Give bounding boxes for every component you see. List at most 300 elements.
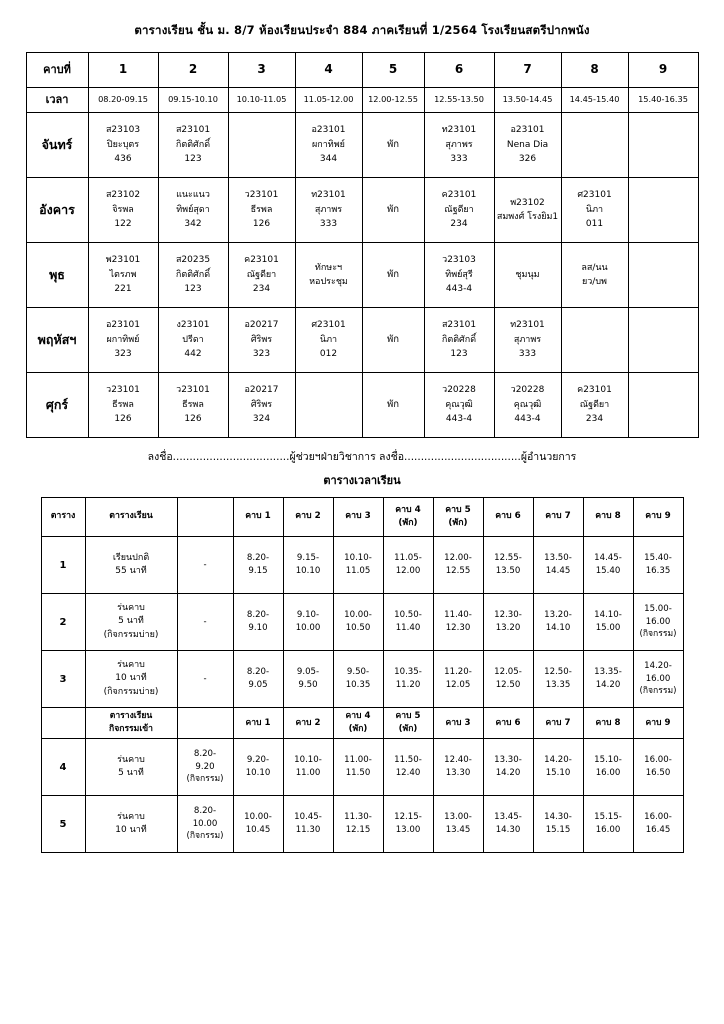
schedule-subject-cell — [228, 178, 295, 243]
timetable-subheader-blank — [41, 708, 85, 739]
schedule-code: ค23101 — [244, 255, 279, 266]
timetable-subheader-line: ตารางเรียน — [109, 711, 153, 722]
schedule-room: 342 — [184, 219, 202, 230]
timetable-header-cell — [633, 498, 683, 537]
timetable-time-cell — [433, 796, 483, 853]
schedule-subject-cell — [295, 178, 362, 243]
schedule-period-number: 3 — [228, 53, 295, 88]
timetable-row-index: 4 — [41, 739, 85, 796]
timetable-time-cell — [533, 796, 583, 853]
timetable-header-label: คาบ 5 — [445, 504, 471, 515]
timetable-time-line: 12.15- — [394, 812, 422, 823]
schedule-code: อ23101 — [105, 320, 141, 331]
timetable-row-label — [85, 796, 177, 853]
timetable-time-cell — [233, 796, 283, 853]
timetable-time-line: 16.00 — [645, 673, 671, 684]
schedule-teacher: จิรพล — [112, 204, 134, 215]
schedule-subject-cell — [158, 308, 228, 373]
timetable-time-cell — [283, 651, 333, 708]
timetable-time-line: 9.50 — [298, 680, 318, 690]
timetable-time-line: 9.10 — [248, 623, 268, 633]
timetable-header-cell — [41, 498, 85, 537]
schedule-time-cell: 09.15-10.10 — [158, 88, 228, 113]
timetable-time-line: 9.15- — [296, 553, 320, 564]
timetable-time-line: 13.50 — [495, 566, 521, 576]
schedule-day-label: อังคาร — [26, 178, 88, 243]
schedule-period-number: 6 — [424, 53, 494, 88]
timetable-time-cell — [233, 651, 283, 708]
schedule-code: อ23101 — [510, 125, 545, 136]
timetable-time-line: 12.40 — [395, 768, 421, 778]
schedule-room: 234 — [450, 219, 468, 230]
schedule-break-cell: พัก — [362, 178, 424, 243]
schedule-teacher: ทิพย์สุรี — [445, 269, 473, 280]
signature-line: ลงชื่อ...................................ผู้ช่วยฯฝ่ายวิชาการ ลงชื่อ...................................ผู้อำนวยการ — [147, 451, 577, 463]
timetable-time-line: 11.20- — [444, 667, 472, 678]
timetable-row — [41, 739, 683, 796]
timetable-time-line: 10.00 — [295, 623, 321, 633]
schedule-subject-cell — [158, 178, 228, 243]
schedule-subject-cell — [295, 243, 362, 308]
schedule-teacher: ณัฐดียา — [444, 204, 474, 215]
schedule-code: ว23101 — [176, 385, 210, 396]
timetable-time-cell — [633, 796, 683, 853]
timetable-subheader-cell — [333, 708, 383, 739]
timetable-time-line: 10.10 — [295, 566, 321, 576]
timetable-time-line: 15.40 — [595, 566, 621, 576]
timetable-subheader-cell — [633, 708, 683, 739]
timetable-subheader-cell-label: คาบ 1 — [245, 717, 271, 728]
timetable-time-line: 11.05 — [345, 566, 371, 576]
timetable-time-line: 10.45 — [245, 825, 271, 835]
schedule-code: แนะแนว — [176, 190, 210, 201]
schedule-teacher: ศิริพร — [250, 334, 273, 345]
schedule-code: ส20235 — [175, 255, 211, 266]
schedule-teacher: ศิริพร — [250, 399, 273, 410]
timetable-time-line: 12.15 — [345, 825, 371, 835]
schedule-code: อ20217 — [244, 385, 279, 396]
timetable-row-label — [85, 651, 177, 708]
schedule-code: ค23101 — [441, 190, 477, 201]
schedule-subject-cell — [158, 113, 228, 178]
schedule-period-number: 5 — [362, 53, 424, 88]
timetable-time-line: 14.20 — [495, 768, 521, 778]
timetable-subheader-cell-label: คาบ 7 — [545, 717, 571, 728]
schedule-teacher: ธีรพล — [182, 399, 204, 410]
schedule-time-cell: 12.55-13.50 — [424, 88, 494, 113]
timetable-time-cell — [383, 739, 433, 796]
timetable-time-line: 12.50 — [495, 680, 521, 690]
schedule-room: 123 — [184, 284, 202, 295]
timetable-row-label-line: ร่นคาบ — [117, 811, 145, 822]
timetable-time-cell — [333, 739, 383, 796]
schedule-subject-cell — [88, 373, 158, 438]
timetable-time-cell — [383, 537, 433, 594]
timetable-time-line: 9.05- — [296, 667, 320, 678]
schedule-code: ว23101 — [106, 385, 140, 396]
schedule-time-cell: 11.05-12.00 — [295, 88, 362, 113]
timetable-time-line: 12.00 — [395, 566, 421, 576]
timetable-time-line: 11.00 — [295, 768, 321, 778]
timetable-header-label: คาบ 3 — [345, 511, 371, 522]
timetable-header-cell — [177, 498, 233, 537]
schedule-subject-cell — [295, 308, 362, 373]
timetable-time-line: 13.00 — [395, 825, 421, 835]
schedule-subject-cell — [88, 178, 158, 243]
timetable-time-line: 12.40- — [444, 755, 472, 766]
schedule-time-cell: 10.10-11.05 — [228, 88, 295, 113]
timetable-time-cell — [633, 651, 683, 708]
timetable-row-label — [85, 594, 177, 651]
timetable-row-label-line: 10 นาที — [115, 673, 147, 684]
timetable-time-line: 13.30 — [445, 768, 471, 778]
schedule-subject-cell — [628, 373, 698, 438]
timetable-time-cell — [483, 594, 533, 651]
timetable-time-line: 11.50- — [394, 755, 422, 766]
timetable-subheader-cell — [483, 708, 533, 739]
timetable-time-cell — [283, 796, 333, 853]
schedule-code: พ23101 — [105, 255, 141, 266]
timetable-time-line: 10.50- — [394, 610, 422, 621]
timetable-time-cell — [583, 796, 633, 853]
timetable-pre-line: 9.20 — [195, 761, 215, 772]
schedule-subject-cell — [88, 113, 158, 178]
timetable-time-line: 14.45- — [594, 553, 622, 564]
timetable-subheader-cell-label: คาบ 4 — [345, 711, 371, 722]
timetable-time-cell — [533, 594, 583, 651]
timetable-time-line: 11.30 — [295, 825, 321, 835]
timetable-header-cell — [85, 498, 177, 537]
timetable-time-line: 11.40 — [395, 623, 421, 633]
timetable-time-line: 11.05- — [394, 553, 422, 564]
schedule-subject-cell — [424, 308, 494, 373]
timetable-time-line: 15.10 — [545, 768, 571, 778]
schedule-subject-cell — [628, 243, 698, 308]
timetable-time-cell — [633, 537, 683, 594]
timetable-time-cell — [433, 651, 483, 708]
timetable-time-line: 15.10- — [594, 755, 622, 766]
timetable-header-sub: (พัก) — [398, 518, 418, 528]
schedule-room: 122 — [114, 219, 132, 230]
timetable-time-line: 12.30- — [494, 610, 522, 621]
timetable-row-label-line: ร่นคาบ — [117, 659, 145, 670]
schedule-teacher: Nena Dia — [506, 139, 549, 150]
schedule-teacher: สุภาพร — [513, 334, 542, 345]
schedule-room: 126 — [114, 414, 132, 425]
timetable-row — [41, 537, 683, 594]
timetable-header-cell — [533, 498, 583, 537]
timetable-time-line: 10.00- — [344, 610, 372, 621]
timetable-subheader-cell-label: คาบ 5 — [395, 711, 421, 722]
schedule-subject-cell — [561, 373, 628, 438]
schedule-room: 326 — [518, 154, 537, 165]
timetable-time-line: 11.50 — [345, 768, 371, 778]
timetable-time-cell — [533, 651, 583, 708]
timetable-time-line: 8.20- — [246, 553, 270, 564]
timetable-time-cell — [433, 537, 483, 594]
timetable-time-cell — [583, 537, 633, 594]
schedule-room: 443-4 — [445, 284, 473, 295]
schedule-teacher: ธีรพล — [112, 399, 134, 410]
timetable-row-label — [85, 537, 177, 594]
schedule-subject-cell — [561, 113, 628, 178]
timetable-subheader-label — [85, 708, 177, 739]
timetable-time-line: 10.10- — [344, 553, 372, 564]
timetable-time-line: 13.20 — [495, 623, 521, 633]
schedule-period-number: 8 — [561, 53, 628, 88]
schedule-teacher: สมพงศ์ โรงยิม1 — [496, 212, 559, 222]
schedule-time-header: เวลา — [26, 88, 88, 113]
timetable-time-line: 11.00- — [344, 755, 372, 766]
timetable-time-line: 10.10- — [294, 755, 322, 766]
schedule-teacher: สุภาพร — [445, 139, 473, 150]
schedule-subject-cell — [561, 308, 628, 373]
timetable-time-line: (กิจกรรม) — [639, 629, 677, 640]
timetable-row-label-line: (กิจกรรมบ่าย) — [103, 686, 159, 697]
schedule-subject-cell — [494, 243, 561, 308]
schedule-time-cell: 15.40-16.35 — [628, 88, 698, 113]
timetable-pre-line: 8.20- — [193, 805, 217, 816]
schedule-room: 012 — [319, 349, 338, 360]
schedule-teacher: คุณวุฒิ — [445, 399, 473, 410]
timetable-header-label: คาบ 1 — [245, 511, 271, 522]
class-schedule-table — [26, 52, 699, 438]
schedule-room: 123 — [450, 349, 468, 360]
schedule-teacher: กิตติศักดิ์ — [441, 334, 477, 345]
schedule-subject-cell — [424, 373, 494, 438]
schedule-period-header: คาบที่ — [26, 53, 88, 88]
timetable-row-label-line: ร่นคาบ — [117, 754, 145, 765]
schedule-teacher: หอประชุม — [309, 277, 348, 287]
schedule-room: 324 — [252, 414, 271, 425]
schedule-break-cell: พัก — [362, 373, 424, 438]
timetable-time-cell — [583, 594, 633, 651]
timetable-header-cell — [283, 498, 333, 537]
timetable-time-cell — [583, 739, 633, 796]
timetable-time-cell — [633, 739, 683, 796]
timetable-time-line: (กิจกรรม) — [639, 686, 677, 697]
schedule-room: 126 — [184, 414, 202, 425]
timetable-time-line: 16.50 — [645, 768, 671, 778]
timetable-time-line: 16.00 — [595, 768, 621, 778]
timetable-time-line: 13.35- — [594, 667, 622, 678]
schedule-code: พ23102 — [510, 197, 545, 208]
timetable-time-cell — [233, 594, 283, 651]
timetable-time-cell — [283, 537, 333, 594]
schedule-day-label: พฤหัสฯ — [26, 308, 88, 373]
schedule-teacher: ปิยะบุตร — [106, 139, 140, 150]
schedule-subject-cell — [295, 373, 362, 438]
schedule-subject-cell — [158, 373, 228, 438]
timetable-time-line: 10.10 — [245, 768, 271, 778]
timetable-subheader-line: กิจกรรมเข้า — [109, 724, 153, 734]
timetable-time-line: 14.45 — [545, 566, 571, 576]
schedule-teacher: ปรีดา — [182, 334, 204, 345]
timetable-time-line: 10.50 — [345, 623, 371, 633]
schedule-code: ว23101 — [244, 190, 279, 201]
schedule-code: ท23101 — [441, 125, 477, 136]
timetable-time-line: 10.45- — [294, 812, 322, 823]
timetable-subheader-cell — [433, 708, 483, 739]
timetable-subheader-cell — [583, 708, 633, 739]
schedule-code: ศ23101 — [311, 320, 346, 331]
schedule-room: 123 — [184, 154, 202, 165]
schedule-room: 234 — [252, 284, 271, 295]
timetable-time-line: 8.20- — [246, 610, 270, 621]
schedule-teacher: คุณวุฒิ — [513, 399, 542, 410]
timetable-time-cell — [433, 739, 483, 796]
schedule-teacher: ณัฐดียา — [579, 399, 610, 410]
schedule-code: ส23103 — [105, 125, 141, 136]
schedule-code: ส23101 — [175, 125, 211, 136]
schedule-room: 333 — [319, 219, 338, 230]
timetable-time-line: 9.05 — [248, 680, 268, 690]
schedule-room: 436 — [114, 154, 132, 165]
timetable-time-line: 10.35 — [345, 680, 371, 690]
timetable-pre-cell — [177, 537, 233, 594]
timetable-row-label — [85, 739, 177, 796]
schedule-period-number: 2 — [158, 53, 228, 88]
schedule-teacher: นิภา — [585, 204, 604, 215]
timetable-time-line: 15.00- — [644, 603, 672, 614]
timetable-row-index: 3 — [41, 651, 85, 708]
schedule-teacher: นิภา — [319, 334, 338, 345]
timetable-row — [41, 594, 683, 651]
schedule-subject-cell — [494, 113, 561, 178]
timetable-time-cell — [533, 739, 583, 796]
schedule-teacher: กิตติศักดิ์ — [175, 269, 211, 280]
schedule-room: 323 — [114, 349, 132, 360]
timetable-row-label-line: 5 นาที — [118, 616, 144, 627]
schedule-code: ท23101 — [311, 190, 346, 201]
timetable-subheader-cell — [383, 708, 433, 739]
timetable-subheader-cell-label: คาบ 6 — [495, 717, 521, 728]
timetable-row — [41, 651, 683, 708]
schedule-teacher: ผกาทิพย์ — [312, 139, 345, 150]
timetable-time-line: 16.00- — [644, 812, 672, 823]
schedule-subject-cell — [158, 243, 228, 308]
schedule-time-cell: 12.00-12.55 — [362, 88, 424, 113]
timetable-header-cell — [483, 498, 533, 537]
timetable-time-cell — [483, 739, 533, 796]
schedule-subject-cell — [628, 113, 698, 178]
timetable-time-line: 13.00- — [444, 812, 472, 823]
schedule-day-label: ศุกร์ — [26, 373, 88, 438]
schedule-room: 333 — [450, 154, 468, 165]
schedule-room: 234 — [585, 414, 604, 425]
timetable-time-cell — [383, 796, 433, 853]
timetable-header-label: ตารางเรียน — [109, 511, 153, 522]
timetable-pre-line: (กิจกรรม) — [186, 774, 224, 785]
schedule-code: ค23101 — [577, 385, 612, 396]
timetable-time-cell — [383, 651, 433, 708]
schedule-period-number: 1 — [88, 53, 158, 88]
schedule-period-number: 4 — [295, 53, 362, 88]
timetable-pre-line: - — [203, 559, 207, 570]
timetable-time-line: 14.20 — [595, 680, 621, 690]
timetable-time-line: 14.10 — [545, 623, 571, 633]
schedule-code: อ23101 — [311, 125, 346, 136]
schedule-period-number: 9 — [628, 53, 698, 88]
timetable-time-line: 11.30- — [344, 812, 372, 823]
schedule-subject-cell — [88, 243, 158, 308]
timetable-time-line: 9.10- — [296, 610, 320, 621]
schedule-subject-cell — [494, 373, 561, 438]
timetable-time-line: 12.00- — [444, 553, 472, 564]
timetable-header-label: คาบ 8 — [595, 511, 621, 522]
schedule-day-label: พุธ — [26, 243, 88, 308]
schedule-room: 333 — [518, 349, 537, 360]
timetable-row-index: 5 — [41, 796, 85, 853]
timetable-header-label: คาบ 7 — [545, 511, 571, 522]
timetable-subheader-cell-label: คาบ 2 — [295, 717, 321, 728]
timetable-time-cell — [333, 537, 383, 594]
schedule-subject-cell — [295, 113, 362, 178]
schedule-subject-cell — [494, 308, 561, 373]
timetable-time-line: 15.40- — [644, 553, 672, 564]
timetable-header-cell — [583, 498, 633, 537]
timetable-time-cell — [533, 537, 583, 594]
schedule-room: 011 — [585, 219, 604, 230]
schedule-subject-cell — [228, 373, 295, 438]
timetable-time-line: 10.00- — [244, 812, 272, 823]
timetable-time-line: 14.20- — [544, 755, 572, 766]
schedule-code: ศ23101 — [577, 190, 612, 201]
timetable-subheader-cell — [533, 708, 583, 739]
schedule-subject-cell — [561, 243, 628, 308]
schedule-code: ท23101 — [510, 320, 545, 331]
schedule-code: ว20228 — [442, 385, 476, 396]
schedule-room: 344 — [319, 154, 338, 165]
timetable-header-label: คาบ 9 — [645, 511, 671, 522]
timetable-time-cell — [483, 796, 533, 853]
timetable-time-line: 12.05- — [494, 667, 522, 678]
timetable-subheader-cell-sub: (พัก) — [348, 724, 368, 734]
schedule-teacher: ธีรพล — [250, 204, 273, 215]
schedule-time-cell: 08.20-09.15 — [88, 88, 158, 113]
timetable-header-label: คาบ 4 — [395, 504, 421, 515]
schedule-break-cell: พัก — [362, 243, 424, 308]
schedule-subject-cell — [494, 178, 561, 243]
timetable-header-cell — [433, 498, 483, 537]
timetable-subheader-cell-sub: (พัก) — [398, 724, 418, 734]
timetable-header-label: คาบ 6 — [495, 511, 521, 522]
timetable-pre-line: 10.00 — [192, 818, 218, 829]
timetable-pre-cell — [177, 796, 233, 853]
timetable-header-cell — [333, 498, 383, 537]
schedule-room: 126 — [252, 219, 271, 230]
timetable-time-cell — [483, 651, 533, 708]
schedule-subject-cell — [424, 178, 494, 243]
schedule-room: 443-4 — [445, 414, 473, 425]
schedule-subject-cell — [424, 113, 494, 178]
timetable-header-label: คาบ 2 — [295, 511, 321, 522]
timetable-time-line: 16.35 — [645, 566, 671, 576]
timetable-time-cell — [583, 651, 633, 708]
schedule-day-label: จันทร์ — [26, 113, 88, 178]
schedule-code: ว23103 — [442, 255, 476, 266]
timetable-time-cell — [483, 537, 533, 594]
timetable-time-cell — [283, 739, 333, 796]
timetable-header-cell — [383, 498, 433, 537]
schedule-subject-cell — [228, 243, 295, 308]
timetable-time-line: 14.30- — [544, 812, 572, 823]
timetable-time-line: 16.00- — [644, 755, 672, 766]
timetable-time-line: 12.55- — [494, 553, 522, 564]
timetable-time-line: 14.10- — [594, 610, 622, 621]
timetable-time-line: 9.20- — [246, 755, 270, 766]
schedule-subject-cell — [228, 308, 295, 373]
